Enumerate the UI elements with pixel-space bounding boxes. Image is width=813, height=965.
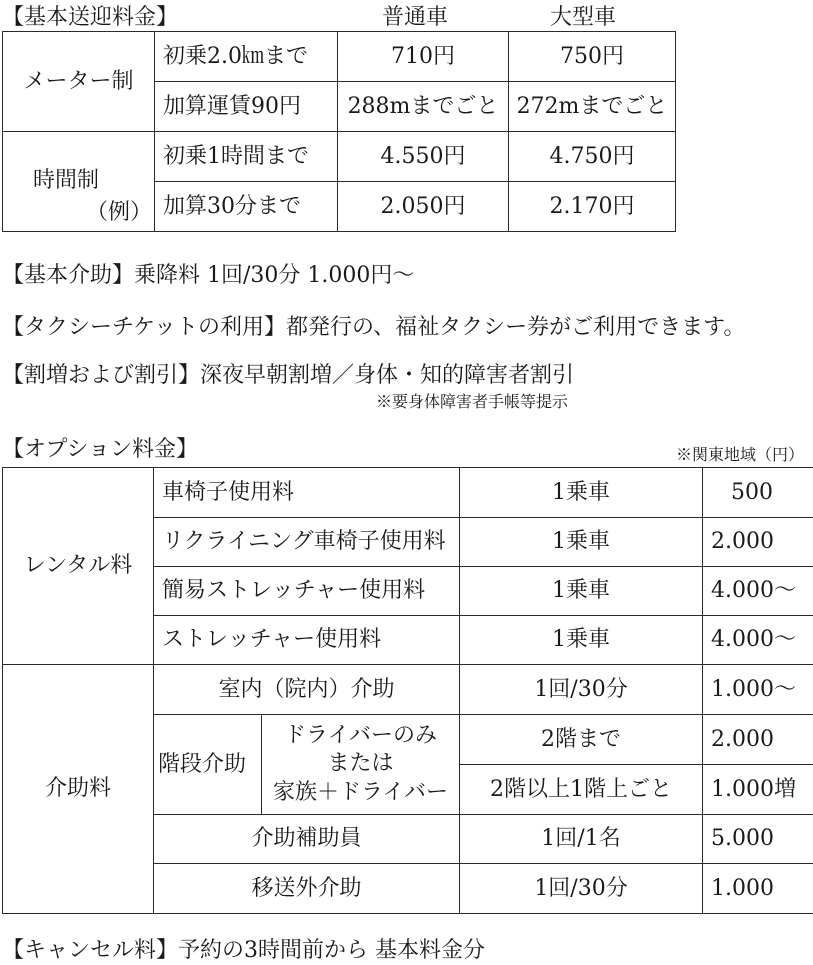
time-item-1: 初乗1時間まで (155, 132, 338, 182)
time-large-2: 2.170円 (509, 182, 676, 232)
stairs-price-2: 1.000増 (703, 765, 813, 815)
stairs-who-3: 家族＋ドライバー (273, 779, 448, 805)
meter-large-1: 750円 (509, 32, 676, 82)
rental-item-3: 簡易ストレッチャー使用料 (154, 567, 460, 616)
time-label: 時間制 (33, 168, 100, 193)
meter-large-2: 272mまでごと (509, 82, 676, 132)
meter-item-1: 初乗2.0㎞まで (155, 32, 338, 82)
time-normal-2: 2.050円 (338, 182, 509, 232)
basic-fare-heading: 【基本送迎料金】 (2, 5, 179, 30)
stairs-who-cell (262, 715, 460, 815)
cancel-line (2, 933, 485, 964)
options-heading: 【オプション料金】 (2, 437, 199, 462)
time-item-2: 加算30分まで (155, 182, 338, 232)
helper-item: 介助補助員 (154, 815, 460, 864)
rental-unit-3: 1乗車 (460, 567, 703, 616)
cancel-heading: 【キャンセル料】 (2, 938, 179, 963)
stairs-unit-2: 2階以上1階上ごと (460, 765, 703, 815)
meter-normal-2: 288mまでごと (338, 82, 509, 132)
cancel-text: 予約の3時間前から 基本料金分 (178, 938, 486, 963)
assist-label: 介助料 (3, 665, 154, 914)
basic-care-heading: 【基本介助】 (2, 263, 135, 288)
stairs-who-1: ドライバーのみ (284, 722, 437, 748)
col-header-normal: 普通車 (382, 5, 449, 30)
rental-unit-1: 1乗車 (460, 468, 703, 518)
stairs-unit-1: 2階まで (460, 715, 703, 765)
rental-item-2: リクライニング車椅子使用料 (154, 518, 460, 567)
basic-care-text: 乗降料 1回/30分 1.000円〜 (134, 263, 415, 288)
outside-unit: 1回/30分 (460, 864, 703, 914)
ticket-heading: 【タクシーチケットの利用】 (2, 315, 287, 340)
rental-unit-4: 1乗車 (460, 616, 703, 665)
table-row (3, 665, 813, 715)
surcharge-note: ※要身体障害者手帳等提示 (376, 392, 569, 411)
indoor-unit: 1回/30分 (460, 665, 703, 715)
time-normal-1: 4.550円 (338, 132, 509, 182)
rental-price-2: 2.000 (703, 518, 813, 567)
basic-care-line (2, 258, 414, 289)
rental-price-1: 500 (703, 468, 813, 518)
indoor-price: 1.000〜 (703, 665, 813, 715)
rental-label: レンタル料 (3, 468, 154, 665)
surcharge-text: 深夜早朝割増／身体・知的障害者割引 (200, 363, 575, 388)
time-label-cell (3, 132, 155, 232)
col-header-large: 大型車 (550, 5, 617, 30)
outside-item: 移送外介助 (154, 864, 460, 914)
outside-price: 1.000 (703, 864, 813, 914)
time-large-1: 4.750円 (509, 132, 676, 182)
indoor-item: 室内（院内）介助 (154, 665, 460, 715)
rental-price-3: 4.000〜 (703, 567, 813, 616)
ticket-line (2, 310, 745, 341)
stairs-price-1: 2.000 (703, 715, 813, 765)
meter-normal-1: 710円 (338, 32, 509, 82)
surcharge-line (2, 358, 574, 389)
helper-unit: 1回/1名 (460, 815, 703, 864)
region-note: ※関東地域（円） (676, 445, 805, 464)
meter-label: メーター制 (3, 32, 155, 132)
helper-price: 5.000 (703, 815, 813, 864)
meter-item-2: 加算運賃90円 (155, 82, 338, 132)
table-row (3, 32, 676, 82)
options-table (2, 467, 813, 914)
stairs-who-2: または (327, 751, 394, 777)
surcharge-heading: 【割増および割引】 (2, 363, 201, 388)
table-row (3, 132, 676, 182)
rental-item-4: ストレッチャー使用料 (154, 616, 460, 665)
table-row (3, 468, 813, 518)
time-label-sub: （例） (85, 200, 152, 225)
rental-unit-2: 1乗車 (460, 518, 703, 567)
ticket-text: 都発行の、福祉タクシー券がご利用できます。 (286, 315, 746, 340)
rental-item-1: 車椅子使用料 (154, 468, 460, 518)
rental-price-4: 4.000〜 (703, 616, 813, 665)
basic-fare-table (2, 31, 676, 232)
stairs-label: 階段介助 (154, 715, 262, 815)
